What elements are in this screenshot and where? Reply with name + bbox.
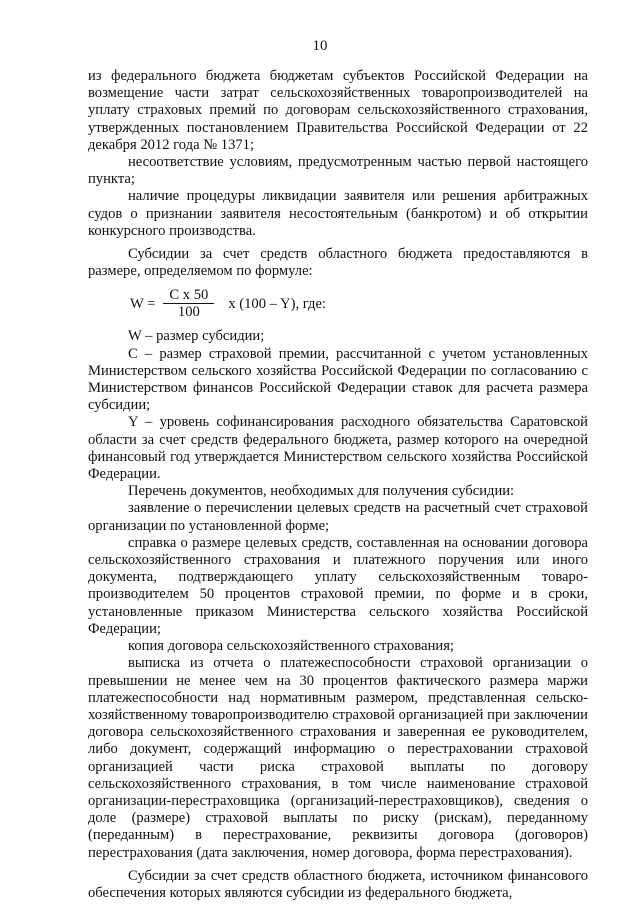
document-item-application: заявление о перечислении целевых средств на расчетный счет страховой организации по установленной форме;: [88, 500, 588, 534]
documents-intro: Перечень документов, необходимых для получения субсидии:: [128, 483, 515, 500]
formula-denominator: 100: [177, 304, 200, 321]
document-body: [88, 68, 588, 902]
paragraph-subsidy-formula-intro: Субсидии за счет средств областного бюджета предоставляются в размере, определяемом по формуле:: [88, 246, 588, 280]
definition-y: Y – уровень софинансирования расходного обязательства Саратовской области за счет средств федерального бюджета, размер которого на очередной финансовый год утверждается Министерством сельского хозяйства Российской Федерации.: [88, 414, 588, 483]
formula-rhs: x (100 – Y), где:: [228, 295, 326, 312]
page-number: 10: [312, 38, 328, 54]
paragraph-federal-budget: из федерального бюджета бюджетам субъектов Российской Федерации на возмещение части затрат сельскохозяйственных товаропроизводителей на уплату страховых премий по договорам сельскохозяйственного страхования, утвержденных постановлением Правительства Российской Федерации от 22 декабря 2012 года № 1371;: [88, 68, 588, 153]
formula-lhs: W =: [130, 295, 156, 312]
document-item-solvency-extract: выписка из отчета о платежеспособности страховой организации о превышении не менее чем на 30 процентов фактического размера маржи платежеспособности над нормативным размером, представленная сельско-хозяйственному товаропроизводителю страховой организацией при заключении договора сельскохозяйственного страхования и заверенная ее руководителем, либо документ, содержащий информацию о перестраховании страховой организацией части риска страховой выплаты по договору сельскохозяйственного страхования, в том числе наименование страховой организации-перестраховщика (организаций-перестраховщиков), сведения о доле (размере) страховой выплаты по риску (рискам), переданному (переданным) в перестрахование, реквизиты договора (договоров) перестрахования (дата заключения, номер договора, форма перестрахования).: [88, 655, 588, 861]
definition-c: C – размер страховой премии, рассчитанной с учетом установленных Министерством сельского хозяйства Российской Федерации по согласованию с Министерством финансов Российской Федерации ставок для расчета размера субсидии;: [88, 345, 588, 414]
formula-numerator: C x 50: [163, 287, 214, 304]
paragraph-nonconformity: несоответствие условиям, предусмотренным частью первой настоящего пункта;: [88, 154, 588, 188]
paragraph-liquidation: наличие процедуры ликвидации заявителя или решения арбитражных судов о признании заявителя несостоятельным (банкротом) и об открытии конкурсного производства.: [88, 188, 588, 239]
document-item-contract-copy: копия договора сельскохозяйственного страхования;: [128, 638, 454, 655]
formula-fraction: [163, 287, 214, 321]
document-item-certificate: справка о размере целевых средств, составленная на основании договора сельскохозяйственного страхования и платежного поручения или иного документа, подтверждающего уплату сельскохозяйственным товаро-производителем 50 процентов страховой премии, по форме и в сроки, установленные приказом Министерства сельского хозяйства Российской Федерации;: [88, 534, 588, 637]
closing-paragraph: Субсидии за счет средств областного бюджета, источником финансового обеспечения которых являются субсидии из федерального бюджета,: [88, 867, 588, 901]
subsidy-formula: [130, 286, 588, 322]
definition-w: W – размер субсидии;: [128, 328, 265, 345]
